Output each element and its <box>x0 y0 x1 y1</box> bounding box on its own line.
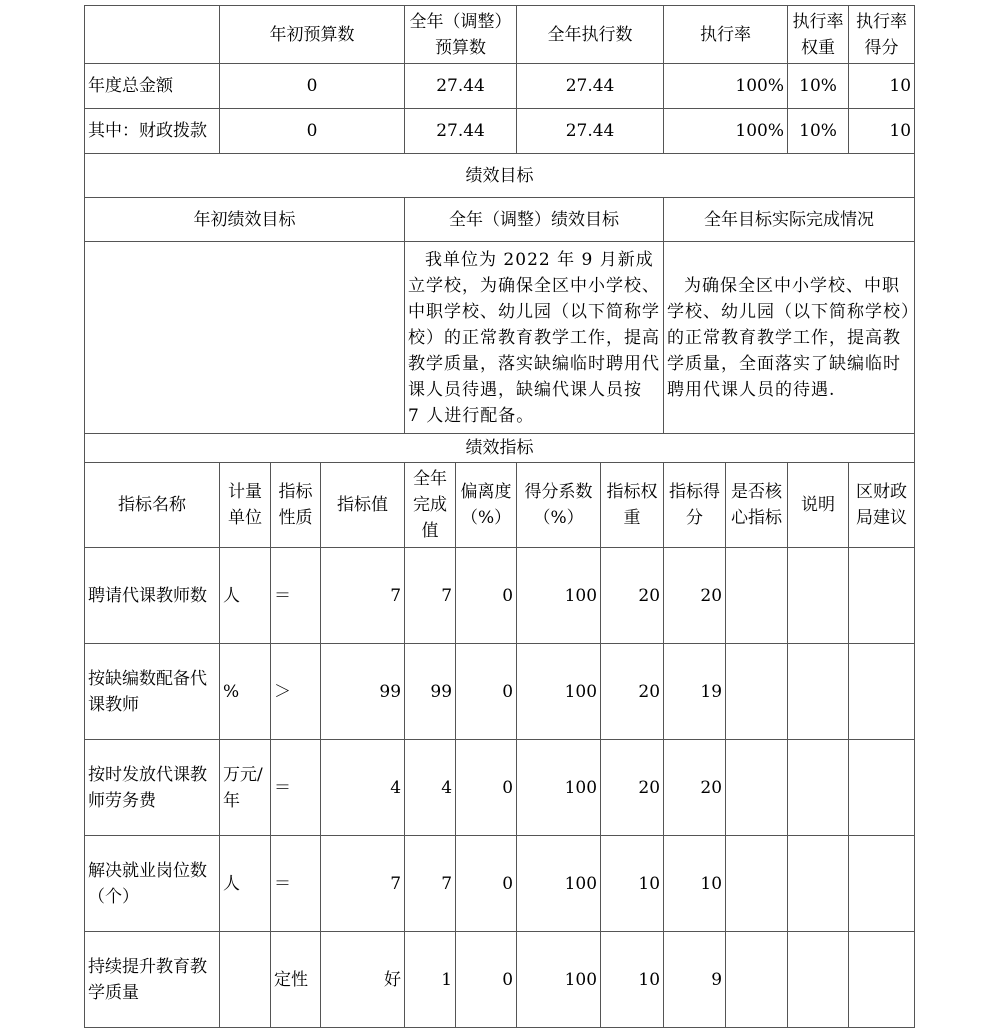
budget-score-value: 10 <box>849 64 915 109</box>
budget-header-initial: 年初预算数 <box>220 6 405 64</box>
ind-completed: 4 <box>405 740 456 836</box>
ind-header-core: 是否核心指标 <box>726 463 788 548</box>
budget-score-value: 10 <box>849 109 915 154</box>
ind-score: 20 <box>664 548 726 644</box>
ind-header-score: 指标得分 <box>664 463 726 548</box>
ind-score: 20 <box>664 740 726 836</box>
ind-weight: 10 <box>601 932 664 1028</box>
ind-completed: 7 <box>405 836 456 932</box>
ind-advice <box>849 836 915 932</box>
ind-deviation: 0 <box>456 548 517 644</box>
goals-col-actual: 全年目标实际完成情况 <box>664 198 915 242</box>
goals-col-initial: 年初绩效目标 <box>85 198 405 242</box>
ind-weight: 10 <box>601 836 664 932</box>
budget-adjusted-value: 27.44 <box>405 64 517 109</box>
budget-header-row <box>85 6 915 64</box>
ind-weight: 20 <box>601 548 664 644</box>
ind-note <box>788 644 849 740</box>
ind-advice <box>849 548 915 644</box>
ind-nature: ＞ <box>271 644 321 740</box>
ind-header-name: 指标名称 <box>85 463 220 548</box>
budget-row-label: 其中：财政拨款 <box>85 109 220 154</box>
ind-score: 10 <box>664 836 726 932</box>
ind-coef: 100 <box>517 932 601 1028</box>
ind-unit: 人 <box>220 548 271 644</box>
ind-unit <box>220 932 271 1028</box>
ind-header-value: 指标值 <box>321 463 405 548</box>
ind-name: 解决就业岗位数（个） <box>85 836 220 932</box>
ind-weight: 20 <box>601 740 664 836</box>
budget-executed-value: 27.44 <box>517 109 664 154</box>
goals-initial-text <box>85 242 405 434</box>
ind-note <box>788 932 849 1028</box>
ind-header-note: 说明 <box>788 463 849 548</box>
ind-score: 19 <box>664 644 726 740</box>
budget-weight-value: 10% <box>788 64 849 109</box>
indicator-row <box>85 740 915 836</box>
ind-value: 7 <box>321 836 405 932</box>
indicator-row <box>85 932 915 1028</box>
ind-header-completed: 全年完成值 <box>405 463 456 548</box>
ind-advice <box>849 740 915 836</box>
ind-unit: 人 <box>220 836 271 932</box>
budget-header-blank <box>85 6 220 64</box>
ind-unit: 万元/年 <box>220 740 271 836</box>
ind-coef: 100 <box>517 548 601 644</box>
indicator-row <box>85 644 915 740</box>
ind-coef: 100 <box>517 644 601 740</box>
ind-weight: 20 <box>601 644 664 740</box>
budget-row-total <box>85 64 915 109</box>
budget-header-score: 执行率得分 <box>849 6 915 64</box>
budget-executed-value: 27.44 <box>517 64 664 109</box>
ind-note <box>788 548 849 644</box>
ind-completed: 7 <box>405 548 456 644</box>
goals-actual-text: 为确保全区中小学校、中职学校、幼儿园（以下简称学校）的正常教育教学工作，提高教学质量，全面落实了缺编临时聘用代课人员的待遇. <box>664 242 915 434</box>
budget-rate-value: 100% <box>664 64 788 109</box>
budget-header-weight: 执行率权重 <box>788 6 849 64</box>
ind-name: 持续提升教育教学质量 <box>85 932 220 1028</box>
ind-header-advice: 区财政局建议 <box>849 463 915 548</box>
budget-weight-value: 10% <box>788 109 849 154</box>
ind-core <box>726 836 788 932</box>
ind-deviation: 0 <box>456 644 517 740</box>
ind-header-weight: 指标权重 <box>601 463 664 548</box>
indicator-row <box>85 836 915 932</box>
ind-nature: ＝ <box>271 740 321 836</box>
budget-initial-value: 0 <box>220 64 405 109</box>
ind-coef: 100 <box>517 836 601 932</box>
ind-core <box>726 932 788 1028</box>
ind-core <box>726 548 788 644</box>
ind-header-coef: 得分系数（%） <box>517 463 601 548</box>
ind-value: 99 <box>321 644 405 740</box>
ind-nature: 定性 <box>271 932 321 1028</box>
ind-advice <box>849 932 915 1028</box>
ind-deviation: 0 <box>456 740 517 836</box>
ind-deviation: 0 <box>456 932 517 1028</box>
ind-unit: % <box>220 644 271 740</box>
indicators-header-row <box>85 463 915 548</box>
ind-name: 按缺编数配备代课教师 <box>85 644 220 740</box>
ind-header-deviation: 偏离度（%） <box>456 463 517 548</box>
ind-header-unit: 计量单位 <box>220 463 271 548</box>
budget-initial-value: 0 <box>220 109 405 154</box>
budget-row-fiscal <box>85 109 915 154</box>
goals-section-row <box>85 154 915 198</box>
performance-table <box>84 5 915 1028</box>
budget-header-adjusted: 全年（调整）预算数 <box>405 6 517 64</box>
goals-adjusted-text: 我单位为 2022 年 9 月新成立学校，为确保全区中小学校、中职学校、幼儿园（以下简称学校）的正常教育教学工作，提高教学质量，落实缺编临时聘用代课人员待遇，缺编代课人员按 7 人进行配备。 <box>405 242 664 434</box>
budget-row-label: 年度总金额 <box>85 64 220 109</box>
ind-core <box>726 740 788 836</box>
goals-col-adjusted: 全年（调整）绩效目标 <box>405 198 664 242</box>
ind-note <box>788 740 849 836</box>
budget-adjusted-value: 27.44 <box>405 109 517 154</box>
ind-value: 好 <box>321 932 405 1028</box>
goals-header-row <box>85 198 915 242</box>
goals-section-title: 绩效目标 <box>85 154 915 198</box>
ind-name: 聘请代课教师数 <box>85 548 220 644</box>
indicator-row <box>85 548 915 644</box>
ind-nature: ＝ <box>271 836 321 932</box>
ind-advice <box>849 644 915 740</box>
indicators-section-row <box>85 434 915 463</box>
ind-core <box>726 644 788 740</box>
indicators-section-title: 绩效指标 <box>85 434 915 463</box>
ind-value: 4 <box>321 740 405 836</box>
ind-completed: 99 <box>405 644 456 740</box>
goals-content-row <box>85 242 915 434</box>
budget-header-rate: 执行率 <box>664 6 788 64</box>
budget-header-executed: 全年执行数 <box>517 6 664 64</box>
budget-rate-value: 100% <box>664 109 788 154</box>
ind-value: 7 <box>321 548 405 644</box>
ind-coef: 100 <box>517 740 601 836</box>
ind-name: 按时发放代课教师劳务费 <box>85 740 220 836</box>
ind-nature: ＝ <box>271 548 321 644</box>
ind-score: 9 <box>664 932 726 1028</box>
ind-header-nature: 指标性质 <box>271 463 321 548</box>
ind-note <box>788 836 849 932</box>
ind-completed: 1 <box>405 932 456 1028</box>
ind-deviation: 0 <box>456 836 517 932</box>
